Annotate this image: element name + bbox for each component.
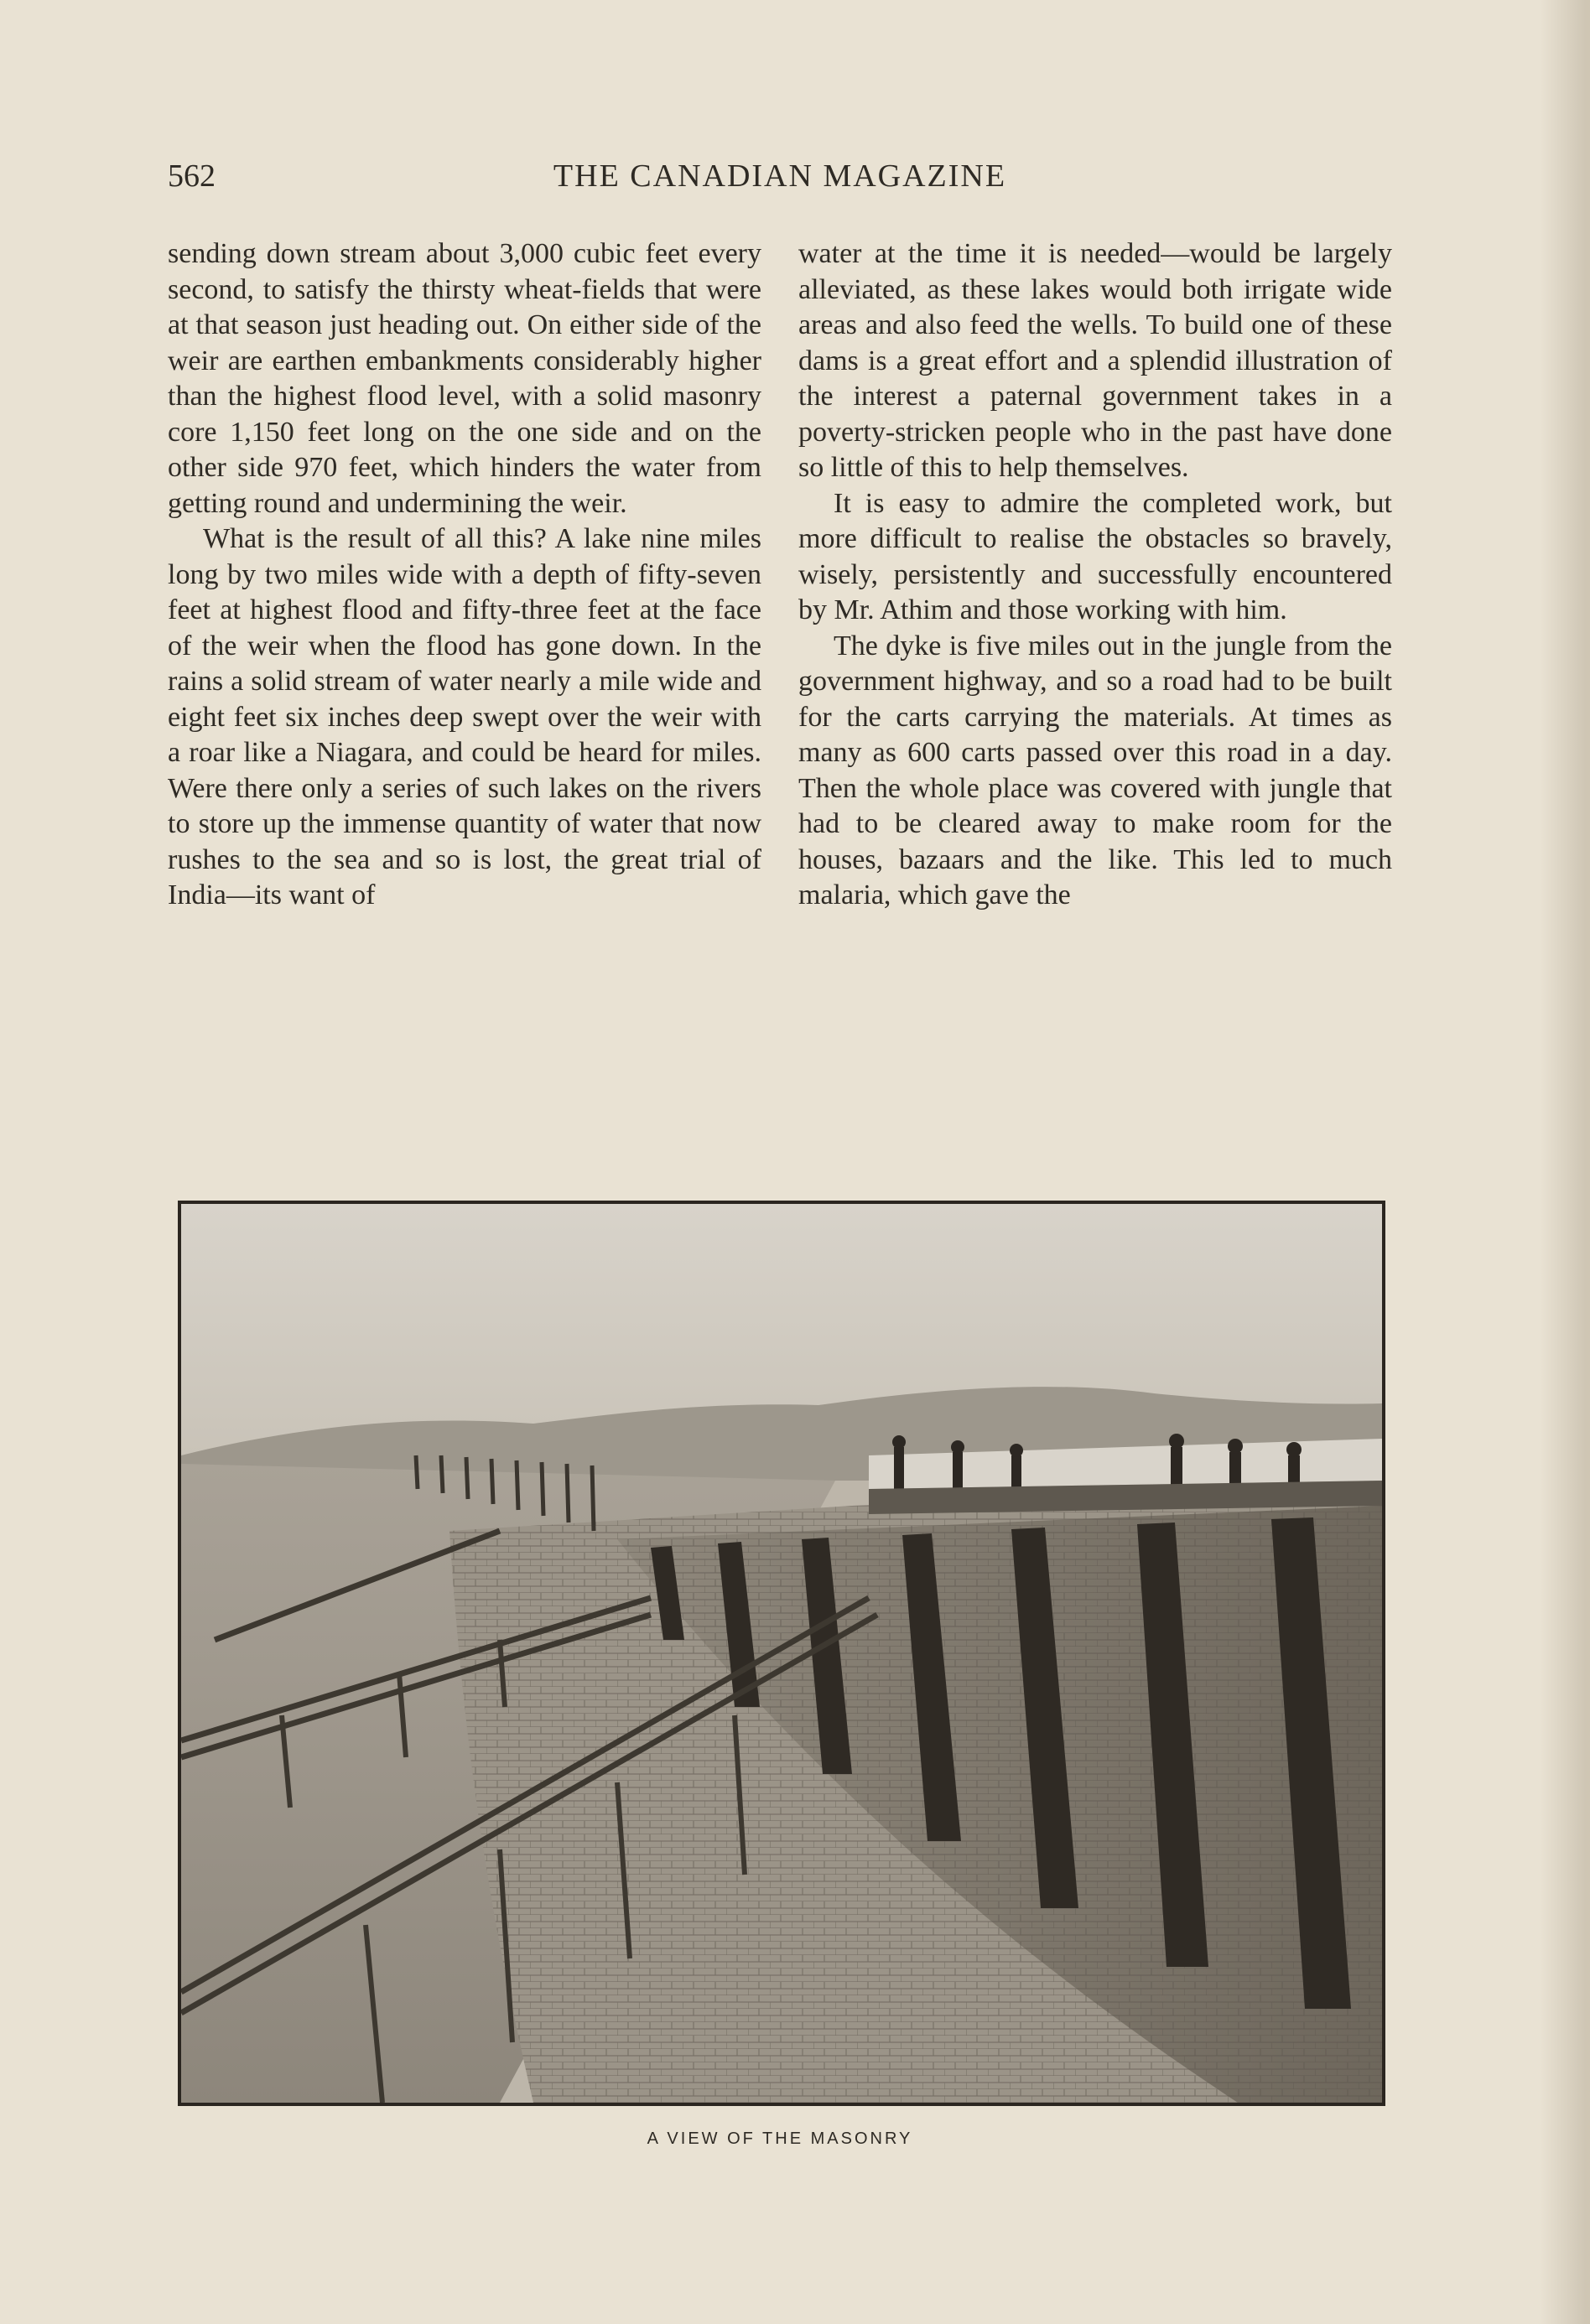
- right-paragraph-2: It is easy to admire the completed work, but more difficult to realise the obstacles so bravely, wisely, persistently and successfully encountered by Mr. Athim and those working with him.: [798, 487, 1392, 625]
- page-edge: [1585, 0, 1590, 2324]
- figure-caption: A VIEW OF THE MASONRY: [647, 2129, 913, 2148]
- right-paragraph-1: water at the time it is needed—would be largely alleviated, as these lakes would both irrigate wide areas and also feed the wells. To build one of these dams is a great effort and a splendid illustration of the interest a paternal government takes in a poverty-stricken people who in the past have done so little of this to help themselves.: [798, 238, 1392, 483]
- masonry-photograph: [178, 1201, 1385, 2106]
- right-paragraph-3: The dyke is five miles out in the jungle from the government highway, and so a road had to be built for the carts carrying the materials. At times as many as 600 carts passed over this road in a day. Then the whole place was covered with jungle that had to be cleared away to make room for the houses, bazaars and the like. This led to much malaria, which gave the: [798, 630, 1392, 910]
- running-head: THE CANADIAN MAGAZINE: [553, 158, 1007, 194]
- right-column: [798, 236, 1392, 914]
- left-column: [168, 236, 761, 914]
- page-shadow: [1540, 0, 1590, 2324]
- page-number: 562: [168, 158, 216, 194]
- page-header: [168, 158, 1392, 208]
- left-paragraph-1: sending down stream about 3,000 cubic feet every second, to satisfy the thirsty wheat-fields that were at that season just heading out. On either side of the weir are earthen embankments considerably higher than the highest flood level, with a solid masonry core 1,150 feet long on the one side and on the other side 970 feet, which hinders the water from getting round and undermining the weir.: [168, 238, 761, 519]
- masonry-photo-illustration: [181, 1204, 1382, 2103]
- left-paragraph-2: What is the result of all this? A lake nine miles long by two miles wide with a depth of fifty-seven feet at highest flood and fifty-three feet at the face of the weir when the flood has gone down. In the rains a solid stream of water nearly a mile wide and eight feet six inches deep swept over the weir with a roar like a Niagara, and could be heard for miles. Were there only a series of such lakes on the rivers to store up the immense quantity of water that now rushes to the sea and so is lost, the great trial of India—its want of: [168, 523, 761, 910]
